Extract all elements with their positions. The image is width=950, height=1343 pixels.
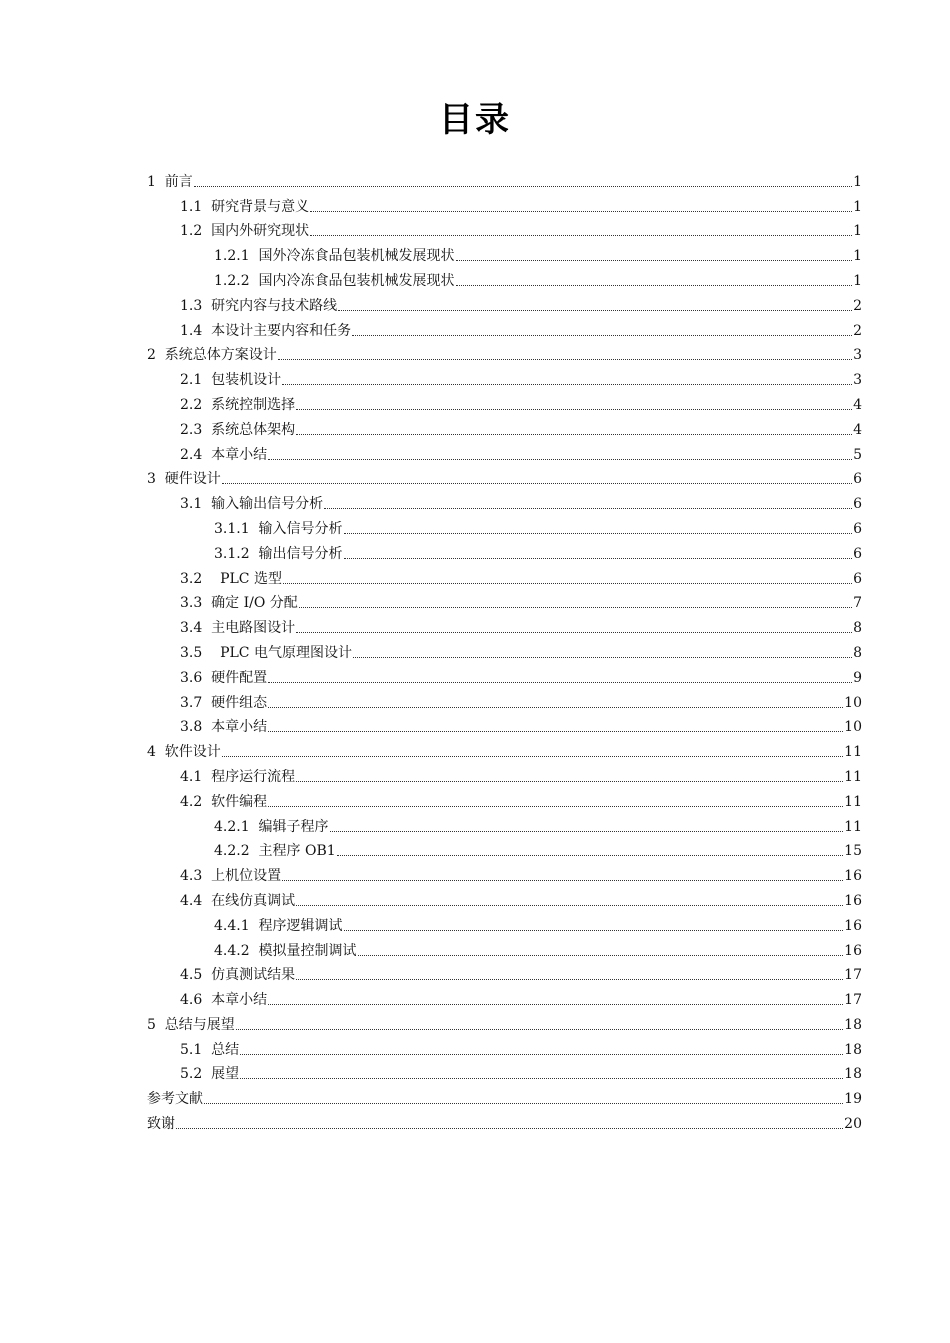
toc-dot-leader	[296, 905, 843, 906]
toc-entry[interactable]	[147, 687, 862, 712]
toc-dot-leader	[299, 607, 852, 608]
toc-entry-page-number: 6	[853, 471, 862, 488]
toc-dot-leader	[268, 1004, 843, 1005]
toc-dot-leader	[358, 955, 844, 956]
toc-dot-leader	[240, 1078, 843, 1079]
toc-dot-leader	[296, 781, 843, 782]
toc-entry-page-number: 10	[844, 719, 862, 736]
toc-entry-label: 4.2 软件编程	[180, 793, 268, 810]
toc-dot-leader	[344, 930, 844, 931]
toc-entry-page-number: 1	[853, 272, 862, 289]
toc-entry-page-number: 2	[853, 322, 862, 339]
toc-entry-label: 5.1 总结	[180, 1041, 240, 1058]
page-title: 目录	[439, 100, 511, 140]
toc-entry-label: 3.2 PLC 选型	[180, 570, 282, 587]
toc-entry-page-number: 3	[853, 347, 862, 364]
toc-dot-leader	[310, 235, 852, 236]
toc-entry[interactable]	[147, 216, 862, 241]
toc-entry-page-number: 2	[853, 297, 862, 314]
toc-entry[interactable]	[147, 389, 862, 414]
toc-dot-leader	[310, 211, 852, 212]
toc-dot-leader	[353, 657, 852, 658]
toc-entry-page-number: 18	[844, 1041, 862, 1058]
toc-entry-page-number: 10	[844, 694, 862, 711]
toc-entry-page-number: 11	[844, 818, 862, 835]
toc-entry[interactable]	[147, 290, 862, 315]
toc-entry[interactable]	[147, 736, 862, 761]
toc-entry-label: 5 总结与展望	[147, 1016, 235, 1033]
toc-dot-leader	[236, 1029, 843, 1030]
toc-dot-leader	[324, 508, 852, 509]
toc-dot-leader	[338, 310, 852, 311]
toc-dot-leader	[204, 1103, 843, 1104]
toc-entry[interactable]	[147, 1083, 862, 1108]
toc-entry[interactable]	[147, 612, 862, 637]
toc-entry[interactable]	[147, 439, 862, 464]
toc-entry-page-number: 16	[844, 917, 862, 934]
toc-entry-label: 4.4 在线仿真调试	[180, 892, 296, 909]
toc-entry[interactable]	[147, 488, 862, 513]
toc-dot-leader	[268, 682, 852, 683]
toc-dot-leader	[330, 831, 844, 832]
toc-entry-page-number: 4	[853, 396, 862, 413]
toc-dot-leader	[456, 285, 853, 286]
toc-entry[interactable]	[147, 315, 862, 340]
toc-entry-page-number: 1	[853, 223, 862, 240]
toc-entry-label: 3.3 确定 I/O 分配	[180, 595, 298, 612]
toc-entry-label: 1.2 国内外研究现状	[180, 223, 310, 240]
toc-entry-label: 2.1 包装机设计	[180, 372, 282, 389]
toc-entry-label: 1.2.1 国外冷冻食品包装机械发展现状	[214, 248, 455, 265]
toc-entry[interactable]	[147, 166, 862, 191]
toc-dot-leader	[282, 880, 843, 881]
toc-entry[interactable]	[147, 364, 862, 389]
toc-entry-page-number: 4	[853, 421, 862, 438]
toc-entry-page-number: 7	[853, 595, 862, 612]
toc-entry-page-number: 11	[844, 744, 862, 761]
toc-entry-label: 4.3 上机位设置	[180, 868, 282, 885]
toc-entry-label: 4.6 本章小结	[180, 992, 268, 1009]
toc-entry-label: 4.2.2 主程序 OB1	[214, 843, 336, 860]
toc-entry-label: 4 软件设计	[147, 744, 221, 761]
toc-entry-label: 1.2.2 国内冷冻食品包装机械发展现状	[214, 272, 455, 289]
toc-entry-label: 1 前言	[147, 173, 193, 190]
toc-entry[interactable]	[147, 588, 862, 613]
toc-dot-leader	[240, 1054, 843, 1055]
toc-dot-leader	[268, 731, 843, 732]
toc-dot-leader	[296, 409, 852, 410]
toc-entry-label: 4.2.1 编辑子程序	[214, 818, 329, 835]
toc-entry[interactable]	[147, 513, 862, 538]
toc-dot-leader	[268, 806, 843, 807]
toc-entry[interactable]	[147, 811, 862, 836]
toc-entry-page-number: 5	[853, 446, 862, 463]
toc-entry-label: 参考文献	[147, 1091, 203, 1108]
toc-entry-label: 4.4.1 程序逻辑调试	[214, 917, 343, 934]
toc-dot-leader	[456, 260, 853, 261]
toc-dot-leader	[222, 756, 843, 757]
toc-entry-page-number: 1	[853, 173, 862, 190]
toc-entry-page-number: 11	[844, 768, 862, 785]
toc-entry-page-number: 17	[844, 992, 862, 1009]
toc-entry[interactable]	[147, 538, 862, 563]
toc-entry[interactable]	[147, 1059, 862, 1084]
toc-entry-page-number: 16	[844, 942, 862, 959]
toc-dot-leader	[296, 979, 843, 980]
toc-dot-leader	[268, 459, 852, 460]
toc-dot-leader	[296, 632, 852, 633]
toc-dot-leader	[194, 186, 852, 187]
toc-dot-leader	[352, 335, 852, 336]
toc-entry[interactable]	[147, 885, 862, 910]
toc-dot-leader	[344, 558, 853, 559]
toc-entry-page-number: 6	[853, 545, 862, 562]
toc-entry[interactable]	[147, 836, 862, 861]
toc-entry[interactable]	[147, 1034, 862, 1059]
toc-entry[interactable]	[147, 1009, 862, 1034]
toc-entry[interactable]	[147, 910, 862, 935]
toc-entry-label: 4.5 仿真测试结果	[180, 967, 296, 984]
toc-entry-page-number: 19	[844, 1091, 862, 1108]
toc-entry-page-number: 6	[853, 520, 862, 537]
toc-entry-page-number: 20	[844, 1116, 862, 1133]
toc-entry[interactable]	[147, 637, 862, 662]
toc-entry[interactable]	[147, 935, 862, 960]
toc-entry[interactable]	[147, 240, 862, 265]
toc-entry-page-number: 9	[853, 669, 862, 686]
toc-entry-label: 3.6 硬件配置	[180, 669, 268, 686]
toc-entry-label: 3.7 硬件组态	[180, 694, 268, 711]
toc-entry-page-number: 16	[844, 868, 862, 885]
toc-entry[interactable]	[147, 960, 862, 985]
toc-entry-page-number: 8	[853, 644, 862, 661]
toc-entry-label: 3.4 主电路图设计	[180, 620, 296, 637]
toc-entry[interactable]	[147, 984, 862, 1009]
toc-dot-leader	[283, 583, 852, 584]
toc-entry[interactable]	[147, 340, 862, 365]
toc-entry-page-number: 6	[853, 496, 862, 513]
toc-dot-leader	[282, 384, 852, 385]
toc-entry-page-number: 3	[853, 372, 862, 389]
toc-entry-label: 3 硬件设计	[147, 471, 221, 488]
toc-dot-leader	[268, 707, 843, 708]
toc-entry-label: 5.2 展望	[180, 1066, 240, 1083]
toc-entry[interactable]	[147, 786, 862, 811]
toc-entry-page-number: 6	[853, 570, 862, 587]
toc-entry-label: 3.1 输入输出信号分析	[180, 496, 324, 513]
toc-entry-page-number: 18	[844, 1066, 862, 1083]
toc-entry[interactable]	[147, 563, 862, 588]
toc-entry-label: 2.4 本章小结	[180, 446, 268, 463]
toc-entry-label: 2.2 系统控制选择	[180, 396, 296, 413]
toc-entry-page-number: 17	[844, 967, 862, 984]
toc-entry-label: 1.3 研究内容与技术路线	[180, 297, 338, 314]
toc-entry-label: 1.4 本设计主要内容和任务	[180, 322, 352, 339]
toc-entry[interactable]	[147, 1108, 862, 1133]
toc-entry-page-number: 15	[844, 843, 862, 860]
toc-entry-page-number: 1	[853, 248, 862, 265]
toc-entry[interactable]	[147, 265, 862, 290]
toc-dot-leader	[344, 533, 853, 534]
toc-entry-page-number: 18	[844, 1016, 862, 1033]
toc-entry-label: 4.4.2 模拟量控制调试	[214, 942, 357, 959]
toc-dot-leader	[222, 483, 852, 484]
toc-entry-label: 3.1.2 输出信号分析	[214, 545, 343, 562]
toc-entry[interactable]	[147, 191, 862, 216]
toc-entry-label: 3.1.1 输入信号分析	[214, 520, 343, 537]
toc-entry[interactable]	[147, 414, 862, 439]
toc-entry-label: 2 系统总体方案设计	[147, 347, 277, 364]
toc-dot-leader	[296, 434, 852, 435]
toc-entry-label: 3.5 PLC 电气原理图设计	[180, 644, 352, 661]
toc-entry-label: 致谢	[147, 1116, 175, 1133]
toc-entry-page-number: 11	[844, 793, 862, 810]
toc-dot-leader	[337, 855, 844, 856]
toc-entry-label: 4.1 程序运行流程	[180, 768, 296, 785]
toc-entry-page-number: 1	[853, 198, 862, 215]
toc-entry[interactable]	[147, 464, 862, 489]
toc-dot-leader	[176, 1128, 843, 1129]
toc-dot-leader	[278, 359, 852, 360]
toc-entry-page-number: 16	[844, 892, 862, 909]
toc-entry-page-number: 8	[853, 620, 862, 637]
toc-entry-label: 2.3 系统总体架构	[180, 421, 296, 438]
toc-entry-label: 3.8 本章小结	[180, 719, 268, 736]
toc-entry-label: 1.1 研究背景与意义	[180, 198, 310, 215]
toc-entry[interactable]	[147, 662, 862, 687]
toc-entry[interactable]	[147, 860, 862, 885]
table-of-contents	[147, 166, 862, 1133]
toc-entry[interactable]	[147, 761, 862, 786]
toc-entry[interactable]	[147, 712, 862, 737]
